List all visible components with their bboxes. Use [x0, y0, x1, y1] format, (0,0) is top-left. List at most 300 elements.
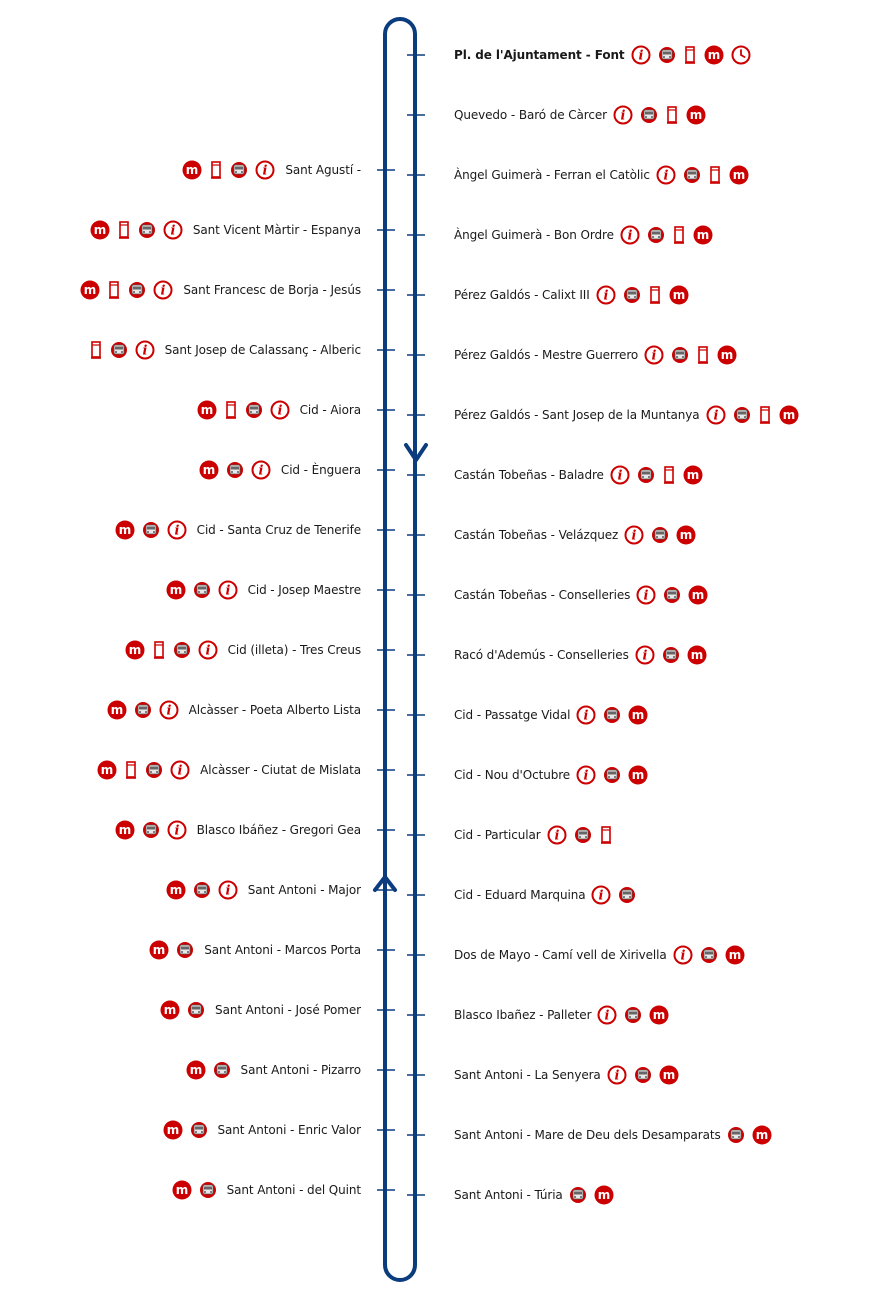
svg-text:m: m — [679, 528, 693, 542]
bus-icon[interactable] — [634, 1066, 652, 1084]
metro-icon[interactable] — [172, 1180, 192, 1200]
stop-right[interactable] — [454, 883, 636, 907]
stop-services — [107, 700, 179, 720]
svg-text:m: m — [100, 763, 114, 777]
svg-text:m: m — [118, 523, 131, 537]
bus-icon[interactable] — [569, 1186, 587, 1204]
stop-right[interactable] — [454, 163, 749, 187]
info-icon[interactable] — [167, 520, 187, 540]
svg-text:i: i — [663, 168, 669, 184]
stop-right[interactable] — [454, 1183, 614, 1207]
bus-icon[interactable] — [213, 1061, 231, 1079]
stop-services — [149, 940, 194, 960]
info-icon[interactable] — [596, 285, 616, 305]
stop-post-icon[interactable] — [662, 465, 676, 485]
svg-text:i: i — [142, 343, 148, 359]
svg-text:m: m — [202, 463, 216, 477]
stop-services — [125, 640, 218, 660]
svg-text:m: m — [152, 943, 166, 957]
info-icon[interactable] — [547, 825, 567, 845]
bus-icon[interactable] — [193, 881, 211, 899]
metro-icon[interactable] — [594, 1185, 614, 1205]
stop-name: Cid - Aiora — [299, 403, 361, 417]
stop-name: Pl. de l'Ajuntament - Font — [454, 48, 625, 62]
stop-post-icon[interactable] — [758, 405, 772, 425]
stop-name: Racó d'Ademús - Conselleries — [454, 648, 629, 662]
svg-text:i: i — [174, 823, 180, 839]
bus-icon[interactable] — [173, 641, 191, 659]
stop-services — [115, 820, 187, 840]
metro-icon[interactable] — [628, 705, 648, 725]
stop-services — [163, 1120, 208, 1140]
bus-icon[interactable] — [603, 706, 621, 724]
bus-icon[interactable] — [145, 761, 163, 779]
svg-text:m: m — [686, 468, 700, 482]
svg-text:m: m — [720, 348, 734, 362]
stop-right[interactable] — [454, 43, 751, 67]
info-icon[interactable] — [167, 820, 187, 840]
stop-post-icon[interactable] — [117, 220, 131, 240]
stop-name: Cid - Nou d'Octubre — [454, 768, 571, 782]
bus-icon[interactable] — [651, 526, 669, 544]
stop-name: Pérez Galdós - Mestre Guerrero — [454, 348, 639, 362]
bus-icon[interactable] — [624, 1006, 642, 1024]
stop-post-icon[interactable] — [648, 285, 662, 305]
stop-services — [90, 220, 183, 240]
svg-text:m: m — [692, 588, 705, 602]
info-icon[interactable] — [620, 225, 640, 245]
bus-icon[interactable] — [733, 406, 751, 424]
svg-text:i: i — [166, 703, 172, 719]
stop-services — [596, 285, 689, 305]
stop-post-icon[interactable] — [708, 165, 722, 185]
stop-services — [576, 705, 648, 725]
bus-icon[interactable] — [663, 586, 681, 604]
info-icon[interactable] — [135, 340, 155, 360]
stop-name: Àngel Guimerà - Bon Ordre — [454, 228, 614, 242]
stop-name: Cid - Ènguera — [280, 463, 361, 477]
info-icon[interactable] — [673, 945, 693, 965]
stop-left[interactable] — [166, 578, 361, 602]
svg-text:m: m — [732, 168, 746, 182]
info-icon[interactable] — [163, 220, 183, 240]
stop-name: Castán Tobeñas - Conselleries — [454, 588, 631, 602]
stop-left[interactable] — [115, 518, 361, 542]
stop-name: Sant Antoni - Mare de Deu dels Desamparats — [454, 1128, 721, 1142]
stop-name: Castán Tobeñas - Baladre — [454, 468, 604, 482]
stop-services — [166, 880, 238, 900]
svg-text:i: i — [598, 888, 604, 904]
svg-text:i: i — [225, 583, 231, 599]
stop-services — [620, 225, 713, 245]
stop-name: Pérez Galdós - Calixt III — [454, 288, 590, 302]
svg-text:i: i — [614, 1068, 620, 1084]
stop-services — [624, 525, 696, 545]
svg-text:i: i — [583, 708, 589, 724]
svg-text:i: i — [617, 468, 623, 484]
bus-icon[interactable] — [637, 466, 655, 484]
info-icon[interactable] — [198, 640, 218, 660]
info-icon[interactable] — [159, 700, 179, 720]
stop-services — [610, 465, 703, 485]
bus-icon[interactable] — [187, 1001, 205, 1019]
stop-name: Sant Antoni - José Pomer — [215, 1003, 361, 1017]
stop-post-icon[interactable] — [665, 105, 679, 125]
stop-name: Sant Josep de Calassanç - Alberic — [164, 343, 361, 357]
stop-left[interactable] — [182, 158, 361, 182]
bus-icon[interactable] — [700, 946, 718, 964]
stop-right[interactable] — [454, 283, 689, 307]
stop-services — [182, 160, 275, 180]
info-icon[interactable] — [636, 585, 656, 605]
svg-text:i: i — [262, 163, 268, 179]
stop-services — [631, 45, 751, 65]
stop-services — [576, 765, 648, 785]
metro-icon[interactable] — [779, 405, 799, 425]
stop-post-icon[interactable] — [224, 400, 238, 420]
stop-services — [115, 520, 187, 540]
stop-services — [172, 1180, 217, 1200]
bus-icon[interactable] — [662, 646, 680, 664]
stop-right[interactable] — [454, 763, 648, 787]
stop-name: Cid - Eduard Marquina — [454, 888, 586, 902]
stop-services — [166, 580, 238, 600]
svg-text:i: i — [177, 763, 183, 779]
stop-left[interactable] — [186, 1058, 361, 1082]
svg-text:i: i — [620, 108, 626, 124]
bus-icon[interactable] — [193, 581, 211, 599]
bus-icon[interactable] — [142, 521, 160, 539]
stop-post-icon[interactable] — [89, 340, 103, 360]
stop-post-icon[interactable] — [672, 225, 686, 245]
metro-icon[interactable] — [725, 945, 745, 965]
stop-right[interactable] — [454, 823, 613, 847]
stop-left[interactable] — [149, 938, 361, 962]
bus-icon[interactable] — [245, 401, 263, 419]
stop-left[interactable] — [89, 338, 361, 362]
stop-name: Cid - Santa Cruz de Tenerife — [196, 523, 361, 537]
stop-name: Quevedo - Baró de Càrcer — [454, 108, 607, 122]
metro-icon[interactable] — [115, 520, 135, 540]
info-icon[interactable] — [635, 645, 655, 665]
stop-name: Sant Antoni - Enric Valor — [217, 1123, 361, 1137]
svg-text:m: m — [631, 768, 645, 782]
stop-left[interactable] — [172, 1178, 361, 1202]
stop-services — [607, 1065, 679, 1085]
stop-name: Blasco Ibáñez - Gregori Gea — [196, 823, 361, 837]
info-icon[interactable] — [576, 765, 596, 785]
stop-right[interactable] — [454, 523, 696, 547]
bus-icon[interactable] — [623, 286, 641, 304]
info-icon[interactable] — [218, 880, 238, 900]
svg-text:i: i — [680, 948, 686, 964]
stop-name: Sant Antoni - Marcos Porta — [204, 943, 361, 957]
stop-right[interactable] — [454, 1003, 669, 1027]
metro-icon[interactable] — [163, 1120, 183, 1140]
metro-icon[interactable] — [752, 1125, 772, 1145]
stop-services — [635, 645, 707, 665]
svg-text:i: i — [651, 348, 657, 364]
info-icon[interactable] — [607, 1065, 627, 1085]
stop-name: Cid - Josep Maestre — [247, 583, 361, 597]
stop-left[interactable] — [163, 1118, 361, 1142]
info-icon[interactable] — [631, 45, 651, 65]
stop-post-icon[interactable] — [209, 160, 223, 180]
svg-text:m: m — [689, 108, 703, 122]
bus-icon[interactable] — [128, 281, 146, 299]
bus-icon[interactable] — [176, 941, 194, 959]
svg-text:m: m — [175, 1183, 188, 1197]
stop-name: Sant Antoni - del Quint — [226, 1183, 361, 1197]
metro-icon[interactable] — [669, 285, 689, 305]
svg-text:m: m — [632, 708, 645, 722]
bus-icon[interactable] — [110, 341, 128, 359]
svg-text:m: m — [200, 403, 213, 417]
svg-text:i: i — [160, 283, 166, 299]
metro-icon[interactable] — [125, 640, 145, 660]
bus-icon[interactable] — [134, 701, 152, 719]
svg-text:i: i — [583, 768, 589, 784]
svg-text:i: i — [603, 288, 609, 304]
bus-icon[interactable] — [640, 106, 658, 124]
metro-icon[interactable] — [97, 760, 117, 780]
stop-services — [591, 885, 636, 905]
bus-icon[interactable] — [199, 1181, 217, 1199]
bus-icon[interactable] — [190, 1121, 208, 1139]
metro-icon[interactable] — [166, 880, 186, 900]
stop-post-icon[interactable] — [152, 640, 166, 660]
svg-text:m: m — [189, 1063, 202, 1077]
stop-left[interactable] — [107, 698, 361, 722]
bus-icon[interactable] — [230, 161, 248, 179]
svg-text:m: m — [690, 648, 703, 662]
svg-text:m: m — [84, 283, 97, 297]
stop-name: Sant Antoni - La Senyera — [454, 1068, 601, 1082]
stop-name: Sant Agustí - — [285, 163, 361, 177]
metro-icon[interactable] — [717, 345, 737, 365]
stop-services — [727, 1125, 772, 1145]
metro-icon[interactable] — [683, 465, 703, 485]
bus-icon[interactable] — [574, 826, 592, 844]
bus-icon[interactable] — [138, 221, 156, 239]
stop-name: Sant Antoni - Major — [247, 883, 361, 897]
svg-text:m: m — [755, 1128, 768, 1142]
stop-right[interactable] — [454, 1123, 772, 1147]
stop-name: Blasco Ibañez - Palleter — [454, 1008, 592, 1022]
stop-right[interactable] — [454, 943, 745, 967]
stop-services — [547, 825, 613, 845]
bus-icon[interactable] — [727, 1126, 745, 1144]
info-icon[interactable] — [644, 345, 664, 365]
bus-icon[interactable] — [683, 166, 701, 184]
metro-icon[interactable] — [149, 940, 169, 960]
svg-text:m: m — [597, 1188, 610, 1202]
stop-left[interactable] — [199, 458, 361, 482]
stop-post-icon[interactable] — [599, 825, 613, 845]
stop-name: Àngel Guimerà - Ferran el Catòlic — [454, 168, 650, 182]
stop-services — [80, 280, 173, 300]
metro-icon[interactable] — [166, 580, 186, 600]
svg-text:i: i — [277, 403, 283, 419]
svg-text:i: i — [170, 223, 176, 239]
stop-services — [597, 1005, 669, 1025]
metro-icon[interactable] — [107, 700, 127, 720]
bus-icon[interactable] — [671, 346, 689, 364]
svg-text:m: m — [707, 48, 720, 62]
svg-text:i: i — [713, 408, 719, 424]
metro-icon[interactable] — [160, 1000, 180, 1020]
info-icon[interactable] — [656, 165, 676, 185]
svg-text:m: m — [672, 288, 685, 302]
info-icon[interactable] — [597, 1005, 617, 1025]
stop-name: Pérez Galdós - Sant Josep de la Muntanya — [454, 408, 700, 422]
metro-icon[interactable] — [199, 460, 219, 480]
stop-left[interactable] — [80, 278, 361, 302]
stop-services — [199, 460, 271, 480]
stop-post-icon[interactable] — [107, 280, 121, 300]
metro-icon[interactable] — [687, 645, 707, 665]
stop-right[interactable] — [454, 643, 707, 667]
stop-left[interactable] — [97, 758, 361, 782]
stop-name: Sant Antoni - Túria — [454, 1188, 563, 1202]
stop-post-icon[interactable] — [683, 45, 697, 65]
svg-text:m: m — [163, 1003, 177, 1017]
bus-icon[interactable] — [226, 461, 244, 479]
stop-left[interactable] — [166, 878, 361, 902]
stop-services — [186, 1060, 231, 1080]
svg-text:m: m — [110, 703, 123, 717]
info-icon[interactable] — [613, 105, 633, 125]
svg-text:i: i — [638, 48, 644, 64]
svg-text:i: i — [205, 643, 211, 659]
info-icon[interactable] — [218, 580, 238, 600]
stop-services — [644, 345, 737, 365]
svg-text:i: i — [174, 523, 180, 539]
svg-text:m: m — [118, 823, 131, 837]
svg-text:m: m — [782, 408, 795, 422]
metro-icon[interactable] — [628, 765, 648, 785]
svg-text:m: m — [166, 1123, 179, 1137]
svg-text:m: m — [128, 643, 141, 657]
stop-right[interactable] — [454, 703, 648, 727]
bus-icon[interactable] — [603, 766, 621, 784]
bus-icon[interactable] — [142, 821, 160, 839]
stop-name: Sant Antoni - Pizarro — [240, 1063, 361, 1077]
stop-name: Cid - Passatge Vidal — [454, 708, 571, 722]
stop-services — [160, 1000, 205, 1020]
svg-text:i: i — [642, 648, 648, 664]
stop-right[interactable] — [454, 463, 703, 487]
info-icon[interactable] — [591, 885, 611, 905]
metro-icon[interactable] — [186, 1060, 206, 1080]
stop-services — [197, 400, 290, 420]
stop-left[interactable] — [197, 398, 361, 422]
info-icon[interactable] — [270, 400, 290, 420]
stop-left[interactable] — [115, 818, 361, 842]
svg-text:i: i — [627, 228, 633, 244]
stop-services — [613, 105, 706, 125]
stop-name: Alcàsser - Ciutat de Mislata — [200, 763, 361, 777]
info-icon[interactable] — [706, 405, 726, 425]
stop-left[interactable] — [90, 218, 361, 242]
bus-icon[interactable] — [618, 886, 636, 904]
metro-icon[interactable] — [80, 280, 100, 300]
metro-icon[interactable] — [729, 165, 749, 185]
metro-icon[interactable] — [197, 400, 217, 420]
stop-services — [636, 585, 708, 605]
stop-services — [656, 165, 749, 185]
info-icon[interactable] — [153, 280, 173, 300]
bus-icon[interactable] — [658, 46, 676, 64]
info-icon[interactable] — [624, 525, 644, 545]
info-icon[interactable] — [610, 465, 630, 485]
stop-right[interactable] — [454, 403, 799, 427]
svg-text:m: m — [662, 1068, 675, 1082]
svg-text:i: i — [631, 528, 637, 544]
info-icon[interactable] — [251, 460, 271, 480]
clock-icon[interactable] — [731, 45, 751, 65]
metro-icon[interactable] — [115, 820, 135, 840]
bus-icon[interactable] — [647, 226, 665, 244]
metro-icon[interactable] — [688, 585, 708, 605]
stop-services — [97, 760, 190, 780]
svg-text:m: m — [93, 223, 107, 237]
stop-services — [673, 945, 745, 965]
info-icon[interactable] — [255, 160, 275, 180]
stop-name: Sant Vicent Màrtir - Espanya — [192, 223, 361, 237]
metro-icon[interactable] — [693, 225, 713, 245]
stop-services — [706, 405, 799, 425]
svg-text:m: m — [728, 948, 741, 962]
stop-right[interactable] — [454, 343, 737, 367]
stop-name: Cid (illeta) - Tres Creus — [227, 643, 361, 657]
stop-services — [569, 1185, 614, 1205]
stop-right[interactable] — [454, 223, 713, 247]
svg-text:m: m — [169, 583, 182, 597]
stop-post-icon[interactable] — [124, 760, 138, 780]
svg-text:i: i — [258, 463, 264, 479]
stop-right[interactable] — [454, 103, 706, 127]
svg-text:m: m — [169, 883, 182, 897]
svg-text:m: m — [653, 1008, 666, 1022]
stop-left[interactable] — [125, 638, 361, 662]
svg-text:i: i — [604, 1008, 610, 1024]
stop-left[interactable] — [160, 998, 361, 1022]
stop-name: Dos de Mayo - Camí vell de Xirivella — [454, 948, 667, 962]
svg-text:i: i — [643, 588, 649, 604]
metro-icon[interactable] — [704, 45, 724, 65]
metro-icon[interactable] — [686, 105, 706, 125]
svg-text:m: m — [186, 163, 199, 177]
metro-icon[interactable] — [90, 220, 110, 240]
svg-text:i: i — [225, 883, 231, 899]
stop-name: Cid - Particular — [454, 828, 541, 842]
metro-icon[interactable] — [182, 160, 202, 180]
stop-post-icon[interactable] — [696, 345, 710, 365]
stop-services — [89, 340, 155, 360]
stop-name: Alcàsser - Poeta Alberto Lista — [188, 703, 361, 717]
metro-icon[interactable] — [649, 1005, 669, 1025]
svg-text:m: m — [696, 228, 710, 242]
stop-right[interactable] — [454, 1063, 679, 1087]
stop-right[interactable] — [454, 583, 708, 607]
svg-text:i: i — [554, 828, 560, 844]
info-icon[interactable] — [170, 760, 190, 780]
info-icon[interactable] — [576, 705, 596, 725]
metro-icon[interactable] — [676, 525, 696, 545]
stop-name: Sant Francesc de Borja - Jesús — [183, 283, 361, 297]
metro-icon[interactable] — [659, 1065, 679, 1085]
